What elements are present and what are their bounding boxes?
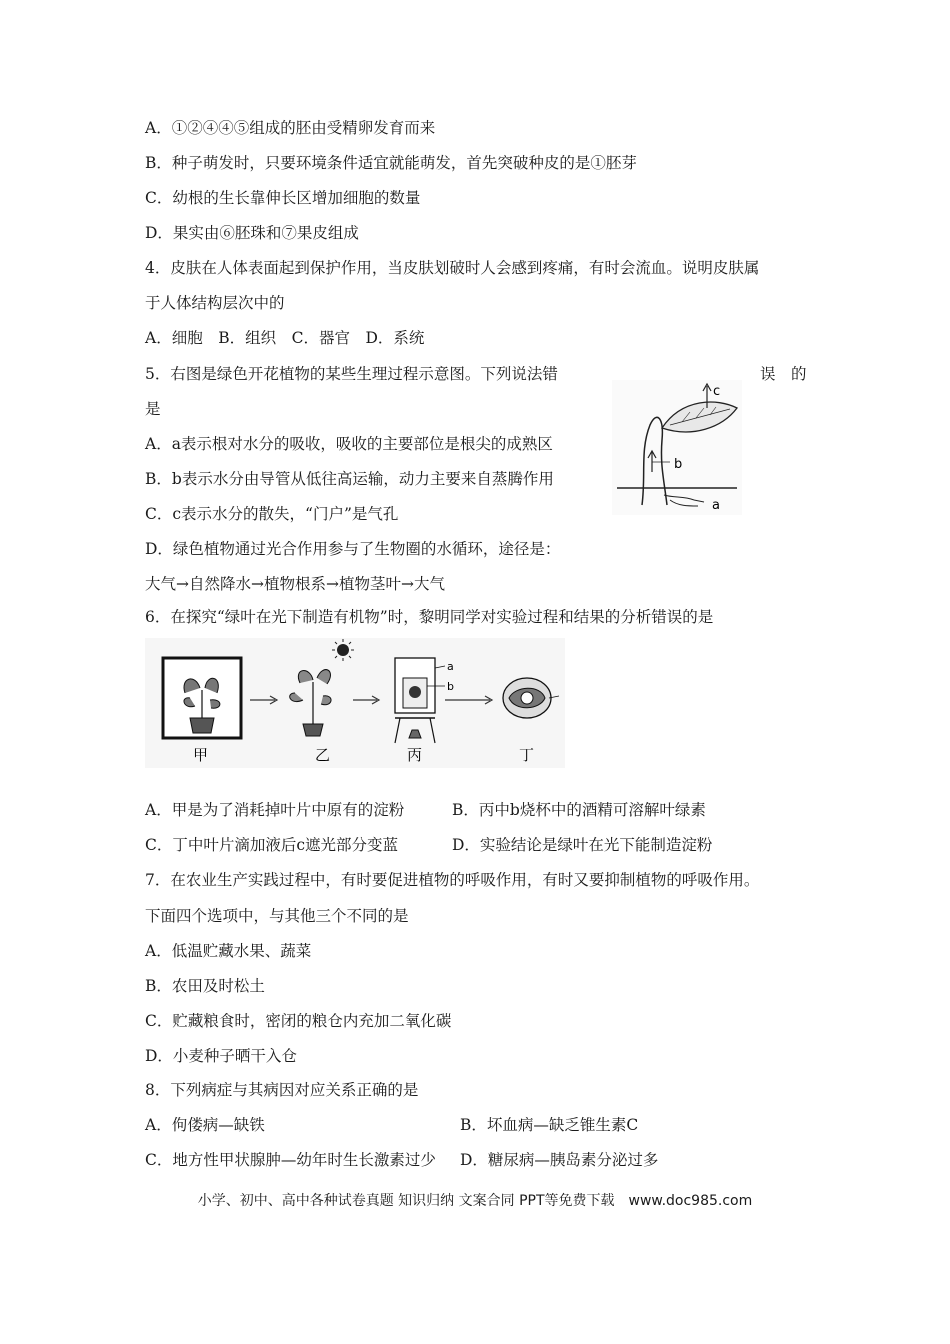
q8-option-b: B．坏血病—缺乏锥生素C: [460, 1116, 639, 1134]
q8-option-a: A．佝偻病—缺铁: [145, 1116, 265, 1134]
q5-option-d: D．绿色植物通过光合作用参与了生物圈的水循环，途径是：: [145, 540, 561, 558]
q6-option-a: A．甲是为了消耗掉叶片中原有的淀粉: [145, 801, 405, 819]
q5-stem-line1-tail: 误 的: [760, 365, 807, 383]
q5-option-a: A．a表示根对水分的吸收，吸收的主要部位是根尖的成熟区: [145, 435, 553, 453]
q8-stem: 8．下列病症与其病因对应关系正确的是: [145, 1081, 419, 1099]
label-b: b: [674, 457, 683, 472]
q3-option-a: A．①②④④⑤组成的胚由受精卵发育而来: [145, 119, 436, 137]
page-footer: 小学、初中、高中各种试卷真题 知识归纳 文案合同 PPT等免费下载 www.doc985.com: [197, 1193, 753, 1209]
q7-stem-line1: 7．在农业生产实践过程中，有时要促进植物的呼吸作用，有时又要抑制植物的呼吸作用。: [145, 871, 760, 889]
q7-option-a: A．低温贮藏水果、蔬菜: [145, 942, 312, 960]
q6-stem: 6．在探究“绿叶在光下制造有机物”时，黎明同学对实验过程和结果的分析错误的是: [145, 608, 714, 626]
label-bing: 丙: [407, 746, 423, 764]
q6-option-d: D．实验结论是绿叶在光下能制造淀粉: [452, 836, 713, 854]
label-beaker-a: a: [447, 660, 454, 673]
label-jia: 甲: [193, 746, 209, 764]
label-yi: 乙: [315, 746, 331, 764]
q3-option-d: D．果实由⑥胚珠和⑦果皮组成: [145, 224, 359, 242]
q5-stem-line2: 是: [145, 400, 161, 418]
q3-option-b: B．种子萌发时，只要环境条件适宜就能萌发，首先突破种皮的是①胚芽: [145, 154, 637, 172]
q3-option-c: C．幼根的生长靠伸长区增加细胞的数量: [145, 189, 421, 207]
q5-option-b: B．b表示水分由导管从低往高运输，动力主要来自蒸腾作用: [145, 470, 554, 488]
label-c: c: [713, 384, 721, 399]
label-a: a: [712, 498, 720, 513]
q8-option-d: D．糖尿病—胰岛素分泌过多: [460, 1151, 659, 1169]
q6-option-c: C．丁中叶片滴加液后c遮光部分变蓝: [145, 836, 399, 854]
label-beaker-b: b: [447, 680, 454, 693]
q5-option-c: C．c表示水分的散失，“门户”是气孔: [145, 505, 399, 523]
q7-option-c: C．贮藏粮食时，密闭的粮仓内充加二氧化碳: [145, 1012, 452, 1030]
label-ding: 丁: [519, 746, 535, 764]
q7-option-d: D．小麦种子晒干入仓: [145, 1047, 297, 1065]
q4-stem-line2: 于人体结构层次中的: [145, 294, 285, 312]
q5-stem-line1: 5．右图是绿色开花植物的某些生理过程示意图。下列说法错: [145, 365, 558, 383]
experiment-steps-diagram: [145, 638, 565, 768]
q4-stem-line1: 4．皮肤在人体表面起到保护作用，当皮肤划破时人会感到疼痛，有时会流血。说明皮肤属: [145, 259, 760, 277]
q7-option-b: B．农田及时松土: [145, 977, 265, 995]
q7-stem-line2: 下面四个选项中，与其他三个不同的是: [145, 907, 409, 925]
q8-option-c: C．地方性甲状腺肿—幼年时生长激素过少: [145, 1151, 436, 1169]
q6-option-b: B．丙中b烧杯中的酒精可溶解叶绿素: [452, 801, 706, 819]
plant-water-diagram: [612, 380, 742, 515]
q5-option-d-path: 大气→自然降水→植物根系→植物茎叶→大气: [145, 575, 445, 593]
q4-options: A．细胞 B．组织 C．器官 D．系统: [145, 329, 425, 347]
